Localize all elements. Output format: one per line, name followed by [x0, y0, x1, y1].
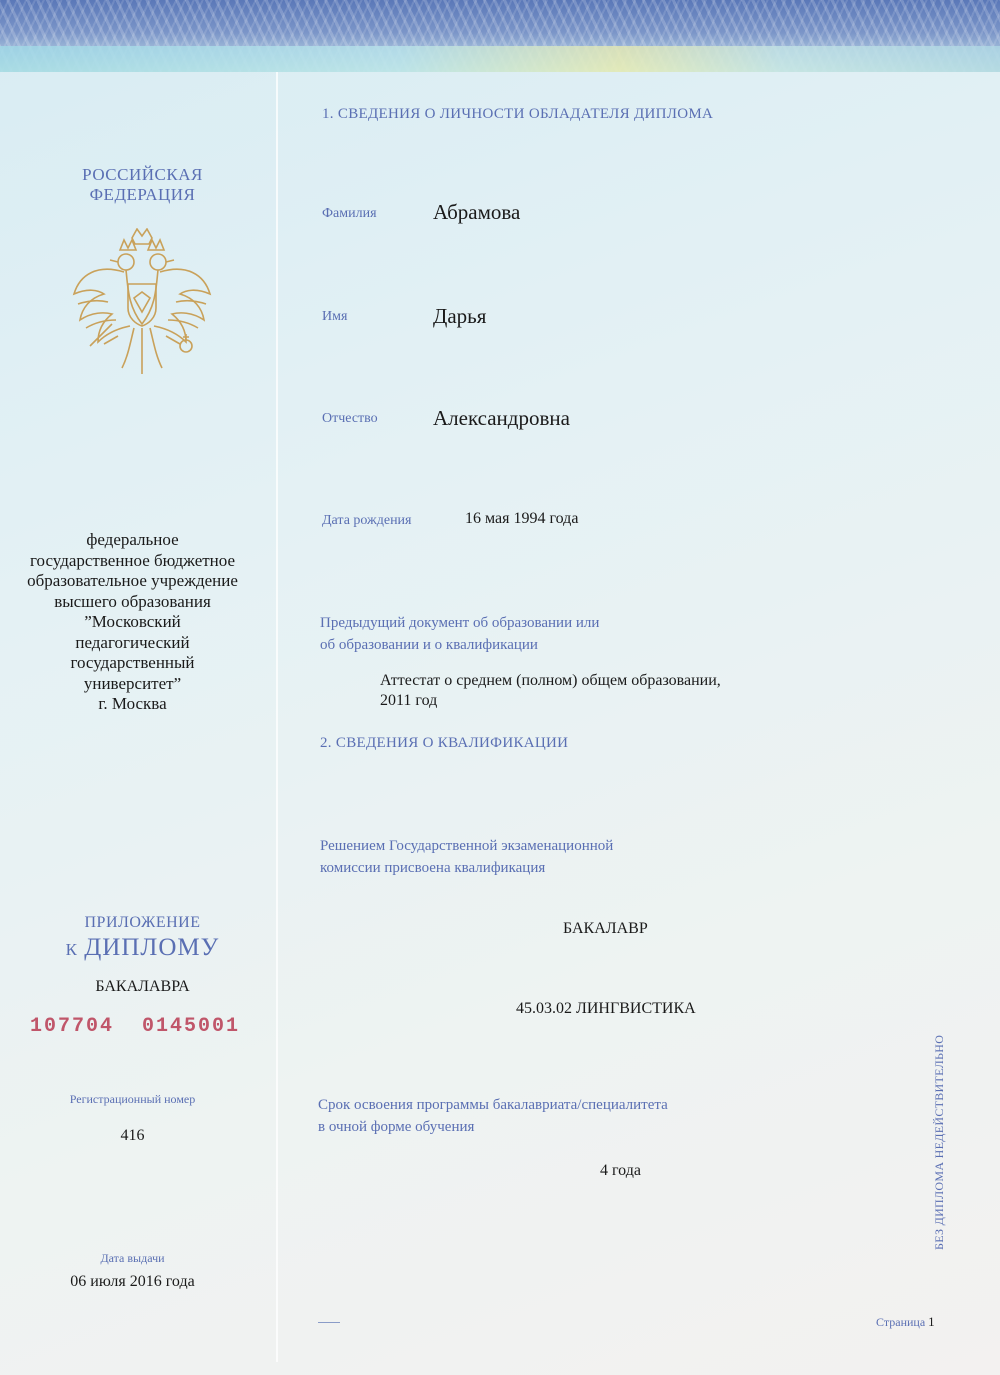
issue-date-label: Дата выдачи	[100, 1251, 165, 1265]
degree-level: БАКАЛАВРА	[95, 978, 190, 995]
page-label: Страница	[876, 1315, 926, 1329]
issue-date: 06 июля 2016 года	[70, 1273, 195, 1290]
previous-document-label: Предыдущий документ об образовании или об образовании и о квалификации	[320, 615, 600, 653]
study-duration-value: 4 года	[600, 1162, 641, 1179]
serial-number: 107704 0145001	[29, 1015, 241, 1038]
surname-label: Фамилия	[322, 206, 377, 221]
appendix-title: ПРИЛОЖЕНИЕ	[84, 914, 201, 931]
patronymic-value: Александровна	[433, 406, 570, 430]
registration-number-label: Регистрационный номер	[69, 1092, 196, 1106]
previous-document-line1: Аттестат о среднем (полном) общем образовании,	[380, 672, 721, 689]
appendix-subtitle	[20, 934, 265, 962]
appendix-to-diploma: ДИПЛОМУ	[84, 934, 220, 961]
birth-date-label: Дата рождения	[322, 513, 412, 528]
country-name: РОССИЙСКАЯ ФЕДЕРАЦИЯ	[82, 165, 203, 204]
study-duration-label: Срок освоения программы бакалавриата/специалитета в очной форме обучения	[318, 1097, 668, 1135]
patronymic-label: Отчество	[322, 411, 378, 426]
previous-document-line2: 2011 год	[380, 692, 438, 709]
registration-number: 416	[120, 1127, 145, 1144]
institution-name: федеральное государственное бюджетное образовательное учреждение высшего образования ”Московский педагогический государственный университет” г. Москва	[27, 530, 238, 713]
page-number: 1	[928, 1314, 935, 1329]
section-qualification-title: 2. СВЕДЕНИЯ О КВАЛИФИКАЦИИ	[320, 735, 569, 751]
section-personal-title: 1. СВЕДЕНИЯ О ЛИЧНОСТИ ОБЛАДАТЕЛЯ ДИПЛОМА	[322, 106, 714, 122]
birth-date-value: 16 мая 1994 года	[465, 510, 579, 527]
validity-note: БЕЗ ДИПЛОМА НЕДЕЙСТВИТЕЛЬНО	[932, 1034, 946, 1250]
footer-dash	[318, 1322, 340, 1323]
name-value: Дарья	[433, 304, 487, 328]
security-pattern-band	[0, 0, 1000, 72]
page-indicator	[876, 1314, 935, 1330]
commission-decision-label: Решением Государственной экзаменационной комиссии присвоена квалификация	[320, 838, 614, 876]
qualification-value: БАКАЛАВР	[563, 920, 648, 937]
appendix-to-prefix: К	[65, 940, 77, 959]
column-divider	[276, 72, 278, 1362]
russian-coat-of-arms-icon	[68, 228, 216, 384]
name-label: Имя	[322, 309, 348, 324]
specialty-value: 45.03.02 ЛИНГВИСТИКА	[516, 1000, 696, 1017]
surname-value: Абрамова	[433, 200, 521, 224]
